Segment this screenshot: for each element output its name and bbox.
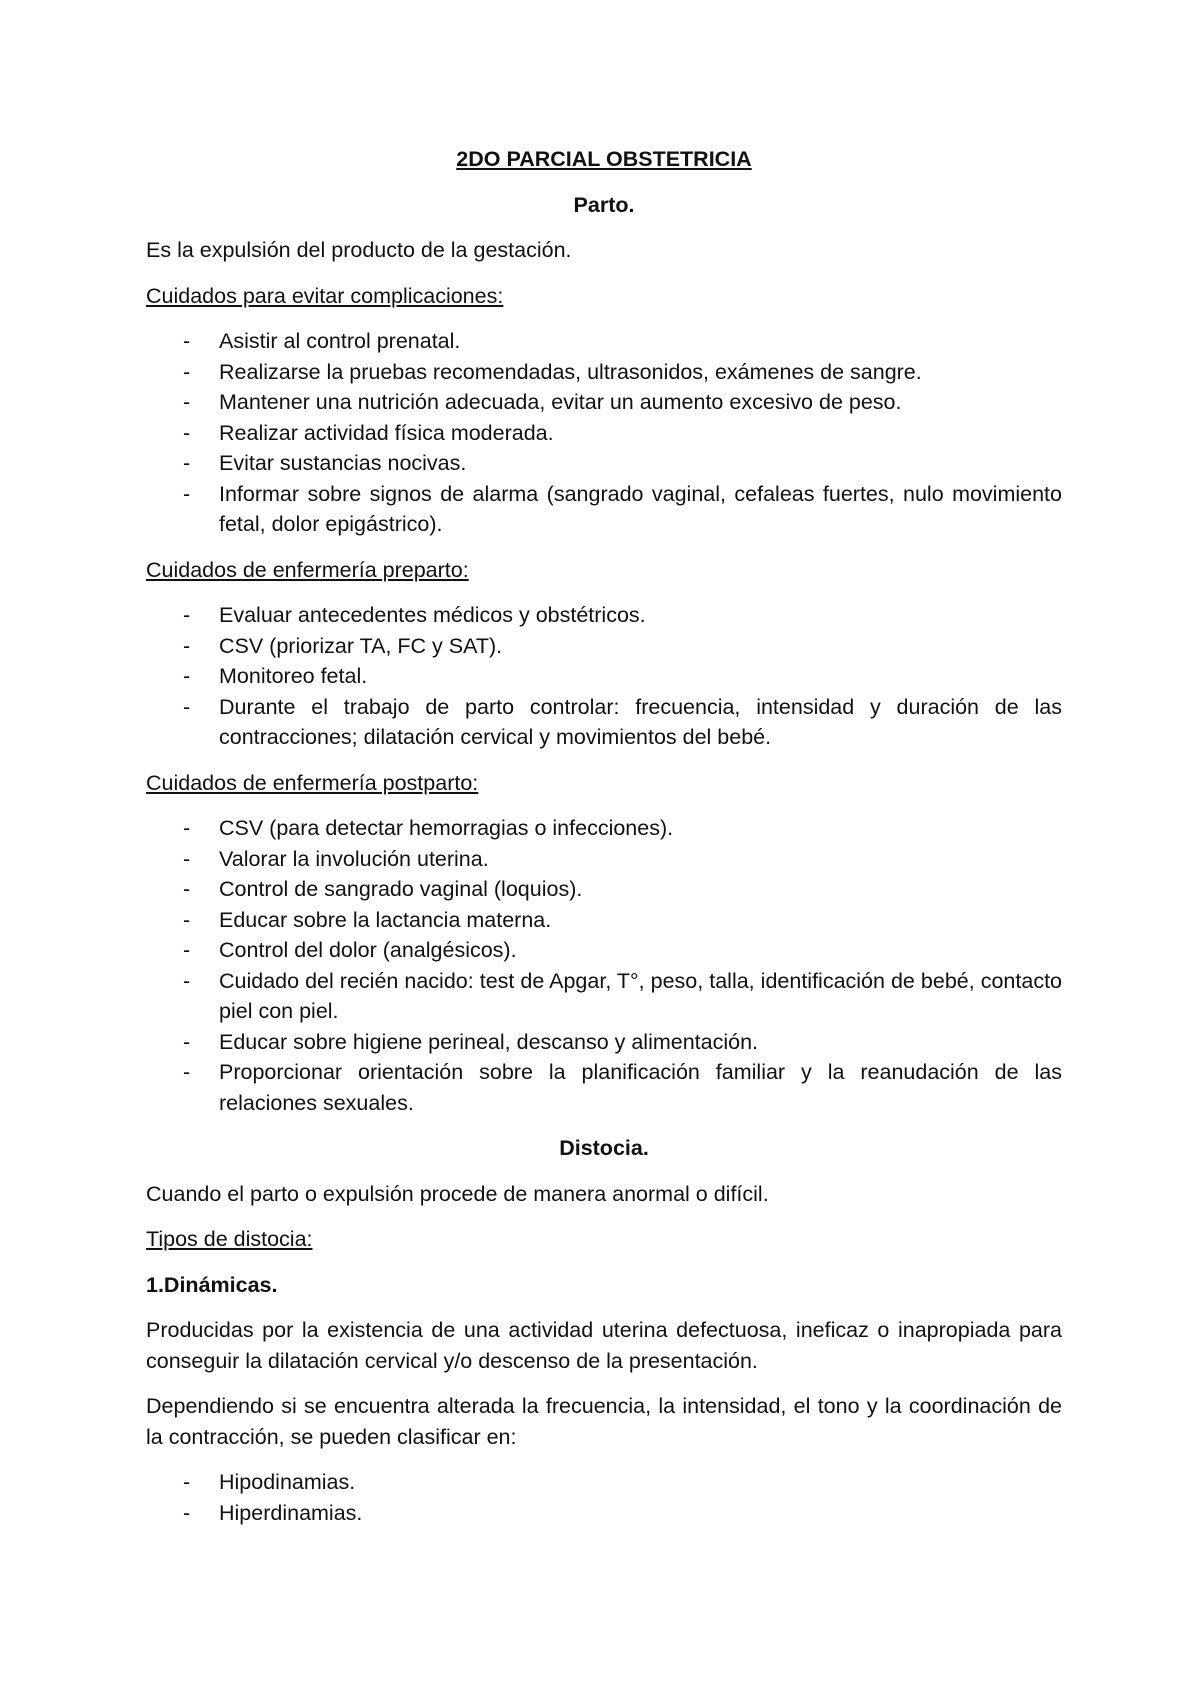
dash-bullet: - [183,329,191,353]
list-preparto [146,600,1062,753]
dinamicas-paragraph-2: Dependiendo si se encuentra alterada la frecuencia, la intensidad, el tono y la coordinación de la contracción, se pueden clasificar en: [146,1394,1062,1449]
list-item-text: Realizar actividad física moderada. [219,420,554,445]
list-item-text: Realizarse la pruebas recomendadas, ultrasonidos, exámenes de sangre. [219,359,922,384]
list-item-text: Evaluar antecedentes médicos y obstétricos. [219,603,646,627]
list-item [146,966,1062,1027]
document-title: 2DO PARCIAL OBSTETRICIA [456,147,752,171]
dash-bullet: - [183,1500,191,1525]
section-heading-distocia: Distocia. [559,1136,649,1160]
list-item-text: Cuidado del recién nacido: test de Apgar, T°, peso, talla, identificación de bebé, contacto piel con piel. [219,968,1062,1023]
section-heading-parto: Parto. [573,192,635,217]
list-item [146,600,1062,631]
list-item-text: Hiperdinamias. [219,1500,363,1525]
dash-bullet: - [183,603,191,627]
list-item [146,387,1062,418]
list-item-text: Hipodinamias. [219,1470,356,1494]
subheading-postparto: Cuidados de enfermería postparto: [146,770,479,795]
list-item-text: Educar sobre la lactancia materna. [219,907,552,932]
subheading-preparto: Cuidados de enfermería preparto: [146,557,469,582]
list-item [146,326,1062,357]
heading-dinamicas: 1.Dinámicas. [146,1272,278,1297]
dash-bullet: - [183,359,191,384]
list-item-text: CSV (para detectar hemorragias o infecciones). [219,816,674,840]
dash-bullet: - [183,938,191,962]
list-item [146,1027,1062,1058]
dash-bullet: - [183,633,191,658]
dash-bullet: - [183,420,191,445]
dash-bullet: - [183,877,191,901]
subheading-tipos-distocia: Tipos de distocia: [146,1227,313,1251]
list-item-text: Control del dolor (analgésicos). [219,938,517,962]
dash-bullet: - [183,694,191,719]
list-item [146,448,1062,479]
list-item-text: Asistir al control prenatal. [219,329,461,353]
dash-bullet: - [183,664,191,688]
list-item [146,692,1062,753]
list-item-text: Informar sobre signos de alarma (sangrado vaginal, cefaleas fuertes, nulo movimiento fetal, dolor epigástrico). [219,481,1062,536]
parto-definition: Es la expulsión del producto de la gestación. [146,238,572,262]
list-item [146,661,1062,692]
dash-bullet: - [183,968,191,993]
dinamicas-paragraph-1: Producidas por la existencia de una actividad uterina defectuosa, ineficaz o inapropiada para conseguir la dilatación cervical y/o descenso de la presentación. [146,1318,1062,1373]
list-item [146,844,1062,875]
list-item-text: Control de sangrado vaginal (loquios). [219,877,583,901]
list-item [146,813,1062,844]
list-item [146,874,1062,905]
list-item-text: Monitoreo fetal. [219,664,368,688]
dash-bullet: - [183,1470,191,1494]
list-postparto [146,813,1062,1118]
list-item [146,935,1062,966]
list-item [146,479,1062,540]
list-item-text: Valorar la involución uterina. [219,846,489,871]
list-item [146,1498,1062,1529]
list-item [146,1467,1062,1498]
list-complicaciones [146,326,1062,540]
dash-bullet: - [183,907,191,932]
list-item [146,418,1062,449]
subheading-complicaciones: Cuidados para evitar complicaciones: [146,283,504,308]
list-item [146,1057,1062,1118]
dash-bullet: - [183,481,191,506]
list-item-text: Mantener una nutrición adecuada, evitar un aumento excesivo de peso. [219,390,902,414]
document-page [146,144,1062,1543]
dash-bullet: - [183,846,191,871]
list-item-text: Educar sobre higiene perineal, descanso y alimentación. [219,1029,759,1054]
distocia-definition: Cuando el parto o expulsión procede de manera anormal o difícil. [146,1181,769,1206]
dash-bullet: - [183,1029,191,1054]
list-item [146,905,1062,936]
list-item [146,631,1062,662]
list-item-text: Evitar sustancias nocivas. [219,451,467,475]
dash-bullet: - [183,451,191,475]
dash-bullet: - [183,816,191,840]
list-item [146,357,1062,388]
dash-bullet: - [183,1060,191,1084]
list-item-text: Proporcionar orientación sobre la planificación familiar y la reanudación de las relaciones sexuales. [219,1060,1062,1115]
list-dinamicas [146,1467,1062,1528]
list-item-text: CSV (priorizar TA, FC y SAT). [219,633,503,658]
dash-bullet: - [183,390,191,414]
list-item-text: Durante el trabajo de parto controlar: frecuencia, intensidad y duración de las contracciones; dilatación cervical y movimientos del bebé. [219,694,1062,749]
